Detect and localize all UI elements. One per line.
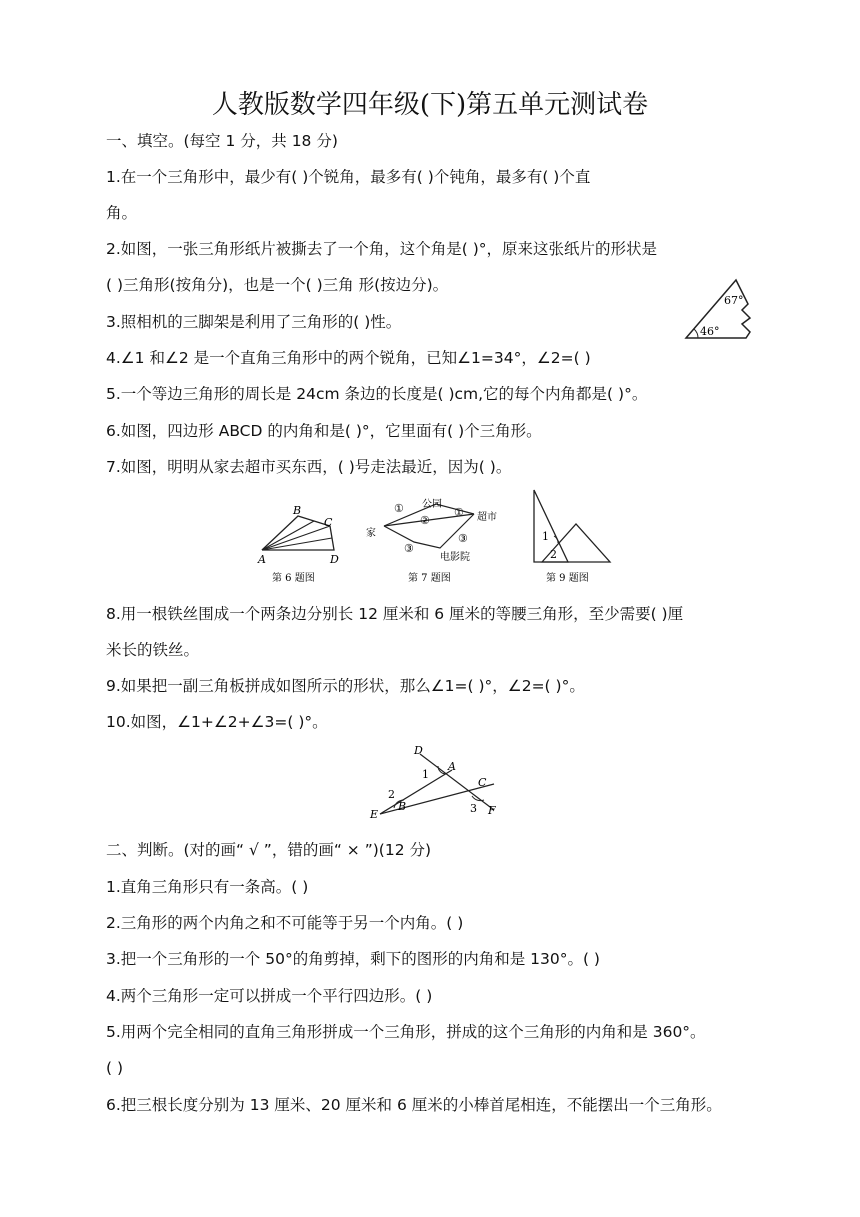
fig6-label-b: B bbox=[293, 504, 302, 517]
q5-line: 5.一个等边三角形的周长是 24cm 条边的长度是( )cm,它的每个内角都是( )°。 bbox=[106, 385, 648, 403]
fig7-park-label: 公园 bbox=[422, 499, 442, 510]
q8-line1: 8.用一根铁丝围成一个两条边分别长 12 厘米和 6 厘米的等腰三角形，至少需要( )厘 bbox=[106, 605, 684, 623]
fig6-label-a: A bbox=[258, 553, 266, 566]
q4-line: 4.∠1 和∠2 是一个直角三角形中的两个锐角，已知∠1=34°，∠2=( ) bbox=[106, 349, 591, 367]
fig7-home-label: 家 bbox=[366, 528, 376, 539]
torn-triangle-figure bbox=[680, 276, 760, 344]
fig7-market-label: 超市 bbox=[477, 512, 497, 523]
q10-line: 10.如图，∠1+∠2+∠3=( )°。 bbox=[106, 713, 328, 731]
q6-line: 6.如图，四边形 ABCD 的内角和是( )°，它里面有( )个三角形。 bbox=[106, 422, 542, 440]
fig10-label-e: E bbox=[370, 808, 379, 821]
section1-heading: 一、填空。(每空 1 分，共 18 分) bbox=[106, 132, 338, 150]
j4-line: 4.两个三角形一定可以拼成一个平行四边形。( ) bbox=[106, 987, 433, 1005]
figure-10 bbox=[360, 744, 510, 822]
j2-line: 2.三角形的两个内角之和不可能等于另一个内角。( ) bbox=[106, 914, 464, 932]
fig10-label-a: A bbox=[448, 760, 456, 773]
page-title: 人教版数学四年级(下)第五单元测试卷 bbox=[211, 90, 649, 120]
section2-heading: 二、判断。(对的画“ √ ”，错的画“ × ”)(12 分) bbox=[106, 841, 432, 859]
torn-angle-top-label: 67° bbox=[724, 294, 744, 307]
q1-line2: 角。 bbox=[106, 204, 138, 222]
q3-line: 3.照相机的三脚架是利用了三角形的( )性。 bbox=[106, 313, 402, 331]
fig9-angle2-label: 2 bbox=[550, 548, 557, 561]
fig7-route-2: ② bbox=[420, 514, 430, 527]
figure-6 bbox=[250, 500, 360, 588]
fig10-label-b: B bbox=[398, 800, 407, 813]
fig10-angle1: 1 bbox=[422, 768, 429, 781]
fig6-caption: 第 6 题图 bbox=[272, 573, 315, 584]
q9-line: 9.如果把一副三角板拼成如图所示的形状，那么∠1=( )°，∠2=( )°。 bbox=[106, 677, 585, 695]
j1-line: 1.直角三角形只有一条高。( ) bbox=[106, 878, 309, 896]
q7-line: 7.如图，明明从家去超市买东西，( )号走法最近，因为( )。 bbox=[106, 458, 512, 476]
figure-9 bbox=[524, 486, 620, 588]
fig9-caption: 第 9 题图 bbox=[546, 573, 589, 584]
fig7-caption: 第 7 题图 bbox=[408, 573, 451, 584]
fig10-label-d: D bbox=[414, 744, 423, 757]
q2-line2: ( )三角形(按角分)，也是一个( )三角 形(按边分)。 bbox=[106, 276, 449, 294]
fig7-cinema-label: 电影院 bbox=[440, 552, 470, 563]
j6-line: 6.把三根长度分别为 13 厘米、20 厘米和 6 厘米的小棒首尾相连，不能摆出一个三角形。 bbox=[106, 1096, 722, 1114]
fig10-angle2: 2 bbox=[388, 788, 395, 801]
j3-line: 3.把一个三角形的一个 50°的角剪掉，剩下的图形的内角和是 130°。( ) bbox=[106, 950, 600, 968]
torn-angle-bottom-label: 46° bbox=[700, 325, 720, 338]
fig6-label-c: C bbox=[324, 516, 333, 529]
q1-line1: 1.在一个三角形中，最少有( )个锐角，最多有( )个钝角，最多有( )个直 bbox=[106, 168, 591, 186]
j5-line1: 5.用两个完全相同的直角三角形拼成一个三角形，拼成的这个三角形的内角和是 360°。 bbox=[106, 1023, 706, 1041]
fig7-route-1a: ① bbox=[394, 502, 404, 515]
fig7-route-3b: ③ bbox=[458, 532, 468, 545]
fig9-angle1-label: 1 bbox=[542, 530, 549, 543]
fig7-route-1b: ① bbox=[454, 506, 464, 519]
q8-line2: 米长的铁丝。 bbox=[106, 641, 200, 659]
fig6-label-d: D bbox=[330, 553, 339, 566]
fig10-angle3: 3 bbox=[470, 802, 477, 815]
q2-line1: 2.如图，一张三角形纸片被撕去了一个角，这个角是( )°，原来这张纸片的形状是 bbox=[106, 240, 658, 258]
j5-line2: ( ) bbox=[106, 1059, 124, 1077]
figure-7 bbox=[364, 490, 514, 588]
fig7-route-3a: ③ bbox=[404, 542, 414, 555]
fig10-label-c: C bbox=[478, 776, 487, 789]
fig10-label-f: F bbox=[488, 804, 496, 817]
